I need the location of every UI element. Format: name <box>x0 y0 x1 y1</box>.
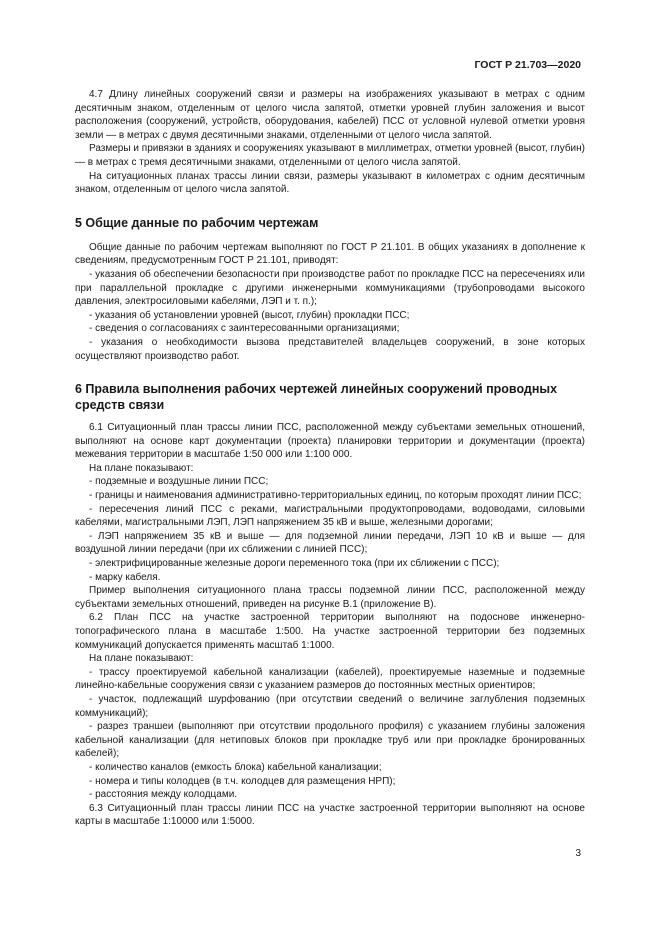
list-item: - указания об установлении уровней (высот, глубин) прокладки ПСС; <box>89 309 410 321</box>
list-item: - количество каналов (емкость блока) кабельной канализации; <box>89 761 382 773</box>
list-item: - сведения о согласованиях с заинтересованными организациями; <box>89 323 400 335</box>
page-content <box>75 88 585 829</box>
section-5-heading: 5 Общие данные по рабочим чертежам <box>75 215 319 230</box>
list-item: - разрез траншеи (выполняют при отсутствии продольного профиля) с указанием глубины заложения кабельной канализации (для нетиповых блоков при прокладке труб или при прокладке бронированных кабелей); <box>75 721 585 760</box>
paragraph-plan-shows: На плане показывают: <box>89 653 194 665</box>
paragraph-plan-shows: На плане показывают: <box>89 462 194 474</box>
document-code-header: ГОСТ Р 21.703—2020 <box>474 59 581 71</box>
paragraph-6-1: 6.1 Ситуационный план трассы линии ПСС, расположенной между субъектами земельных отношений, выполняют на основе карт документации (проекта) планировки территории и документации (проекта) межевания территории в масштабе 1:50 000 или 1:100 000. <box>75 422 585 461</box>
list-item: - ЛЭП напряжением 35 кВ и выше — для подземной линии передачи, ЛЭП 10 кВ и выше — для воздушной линии передачи (при их сближении с линией ПСС); <box>75 530 585 556</box>
list-item: - пересечения линий ПСС с реками, магистральными продуктопроводами, водоводами, силовыми кабелями, магистральными ЛЭП, ЛЭП напряжением 35 кВ и выше, железными дорогами; <box>75 503 585 529</box>
list-item: - расстояния между колодцами. <box>89 789 238 801</box>
list-item: - границы и наименования административно-территориальных единиц, по которым проходят линии ПСС; <box>89 490 582 502</box>
paragraph-general-data: Общие данные по рабочим чертежам выполняют по ГОСТ Р 21.101. В общих указаниях в дополнение к сведениям, предусмотренным ГОСТ Р 21.101, приводят: <box>75 241 585 267</box>
list-item: - марку кабеля. <box>89 571 161 583</box>
paragraph-4-7: 4.7 Длину линейных сооружений связи и размеры на изображениях указывают в метрах с одним десятичным знаком, отделенным от целого числа запятой, отметки уровней глубин заложения и высот расположения (сооружений, устройств, оборудования, кабелей) ПСС от условной нулевой отметки уровня земли — в метрах с двумя десятичными знаками, отделенными от целого числа запятой. <box>75 89 585 141</box>
paragraph-example: Пример выполнения ситуационного плана трассы подземной линии ПСС, расположенной между субъектами земельных отношений, приведен на рисунке В.1 (приложение В). <box>75 585 585 610</box>
list-item: - трассу проектируемой кабельной канализации (кабелей), проектируемые наземные и подземные линейно-кабельные сооружения связи с указанием размеров до постоянных местных ориентиров; <box>75 666 585 692</box>
paragraph-dimensions-buildings: Размеры и привязки в зданиях и сооружениях указывают в миллиметрах, отметки уровней (высот, глубин) — в метрах с тремя десятичными знаками, отделенными от целого числа запятой. <box>75 143 585 168</box>
list-item: - указания об обеспечении безопасности при производстве работ по прокладке ПСС на пересечениях или при параллельной прокладке с другими инженерными коммуникациями (трубопроводами высокого давления, электросиловыми кабелями, ЛЭП и т. п.); <box>75 268 585 308</box>
paragraph-6-3: 6.3 Ситуационный план трассы линии ПСС на участке застроенной территории выполняют на основе карты в масштабе 1:10000 или 1:5000. <box>75 802 585 828</box>
list-item: - участок, подлежащий шурфованию (при отсутствии сведений о величине заглубления подземных коммуникаций); <box>75 693 585 719</box>
list-item: - номера и типы колодцев (в т.ч. колодцев для размещения НРП); <box>89 775 396 787</box>
paragraph-situational-plans: На ситуационных планах трассы линии связи, размеры указывают в километрах с одним десятичным знаком, отделенным от целого числа запятой. <box>75 170 585 196</box>
list-item: - подземные и воздушные линии ПСС; <box>89 476 269 488</box>
page-number: 3 <box>575 848 581 859</box>
list-item: - указания о необходимости вызова представителей владельцев сооружений, в зоне которых осуществляют производство работ. <box>75 336 585 362</box>
paragraph-6-2: 6.2 План ПСС на участке застроенной территории выполняют на подосновe инженерно-топографического плана в масштабе 1:500. На участке застроенной территории без подземных коммуникаций допускается применять масштаб 1:1000. <box>75 612 585 651</box>
section-6-heading: 6 Правила выполнения рабочих чертежей линейных сооружений проводных средств связи <box>75 382 558 413</box>
list-item: - электрифицированные железные дороги переменного тока (при их сближении с ПСС); <box>89 558 500 570</box>
